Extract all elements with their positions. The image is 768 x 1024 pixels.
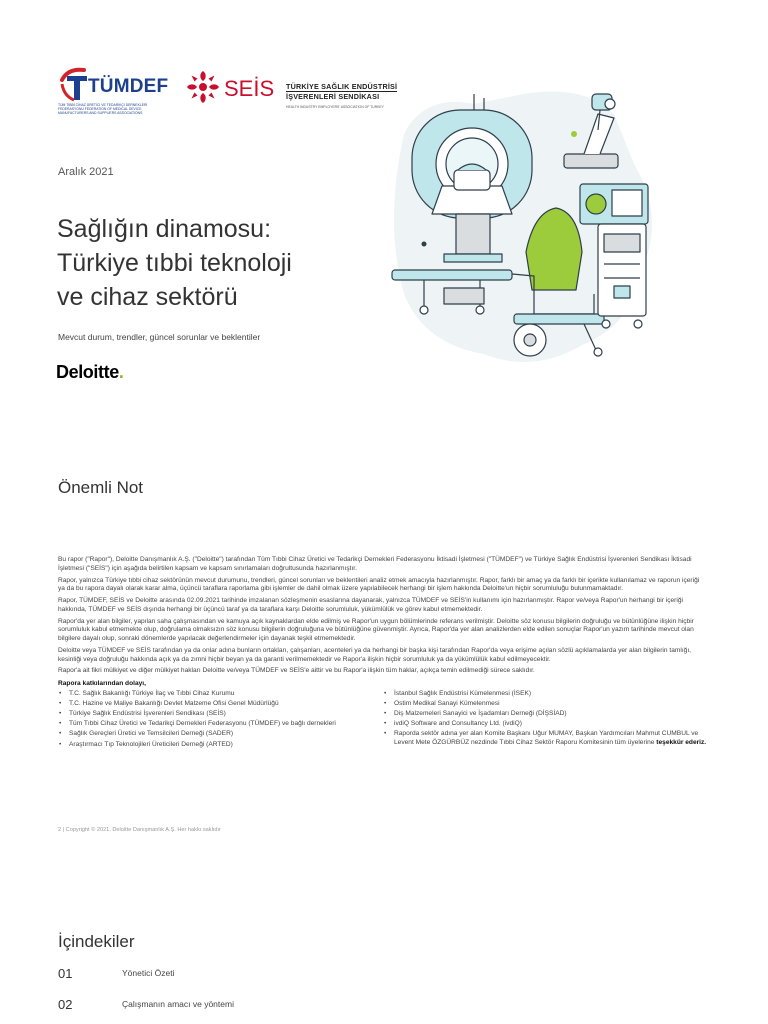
note-paragraph: Rapor, TÜMDEF, SEİS ve Deloitte arasında 02.09.2021 tarihinde imzalanan sözleşmenin esaslarına dayanarak, yalnızca TÜMDEF ve SEİS'in kullanımı için hazırlanmıştır. Rapor ve/veya Rapor'un herhangi bir içeriği hakkında, TÜMDEF ve SEİS dışında herhangi bir üçüncü taraf ya da taraflara karşı Deloitte sorumluluk, yükümlülük ve görev kabul etmemektedir. <box>58 597 683 613</box>
list-item: • İstanbul Sağlık Endüstrisi Kümelenmesi (İSEK) <box>383 690 708 699</box>
list-item: • Ostim Medikal Sanayi Kümelenmesi <box>383 700 708 709</box>
toc-item-number: 02 <box>58 997 73 1012</box>
toc-item-executive-summary[interactable] <box>58 966 174 981</box>
title-line-3: ve cihaz sektörü <box>57 283 238 311</box>
tumdef-logo <box>58 66 170 120</box>
note-paragraph: Rapor'a ait fikri mülkiyet ve diğer mülkiyet hakları Deloitte ve/veya TÜMDEF ve SEİS'e aittir ve bu Rapor'a ilişkin tüm haklar, açıkça temin edilmediği sürece saklıdır. <box>58 667 535 675</box>
seis-tagline: HEALTH INDUSTRY EMPLOYERS' ASSOCIATION OF TURKEY <box>286 105 384 109</box>
thanks-text: teşekkür ederiz. <box>656 739 707 747</box>
toc-heading: İçindekiler <box>58 932 135 951</box>
deloitte-green-dot: . <box>118 362 124 382</box>
list-item: • Diş Malzemeleri Sanayici ve İşadamları Derneği (DİŞSİAD) <box>383 710 708 719</box>
report-subtitle: Mevcut durum, trendler, güncel sorunlar ve beklentiler <box>58 332 261 342</box>
toc-item-label: Yönetici Özeti <box>122 968 175 978</box>
title-line-2: Türkiye tıbbi teknoloji <box>57 249 292 277</box>
note-paragraph: Rapor'da yer alan bilgiler, yapılan saha çalışmasından ve kamuya açık kaynaklardan elde edilmiş ve Rapor'un uygun bölümlerinde referans verilmiştir. Deloitte söz konusu bilgilerin doğruluğu ve bütünlüğüne ilişkin hiçbir sorumluluk kabul etmemekte olup, doğrulama olmaksızın söz konusu bilgilerin doğruluğuna ve bütünlüğüne güvenmiştir. Ayrıca, Rapor'da yer alan analizlerden elde edilen sonuçlar Rapor'un yazım tarihinde mevcut olan bilgilere dayalı olup, sonraki dönemlerde yapılacak değerlendirmeler için dayanak teşkil etmemektedir. <box>58 617 694 642</box>
tumdef-tagline: TÜM TIBBİ CİHAZ ÜRETİCİ VE TEDARİKÇİ DERNEKLERİ FEDERASYONU FEDERATION OF MEDICAL DEVICE MANUFACTURERS AND SUPPLIERS ASSOCIATIONS <box>58 103 148 115</box>
toc-item-label: Çalışmanın amacı ve yöntemi <box>122 999 234 1009</box>
list-item-committee <box>383 730 708 747</box>
toc-item-purpose-method[interactable] <box>58 997 234 1012</box>
contributors-list <box>58 690 708 751</box>
report-title <box>57 212 357 314</box>
contributors-left-column <box>58 690 383 751</box>
important-note-body <box>58 556 708 751</box>
seis-emblem-icon <box>186 70 220 104</box>
list-item: • Tüm Tıbbi Cihaz Üretici ve Tedarikçi Dernekleri Federasyonu (TÜMDEF) ve bağlı dernekleri <box>58 720 383 729</box>
title-line-1: Sağlığın dinamosu: <box>57 215 272 243</box>
seis-full-name <box>286 82 397 101</box>
deloitte-wordmark: Deloitte <box>56 362 119 382</box>
list-item: • Sağlık Gereçleri Üretici ve Temsilcileri Derneği (SADER) <box>58 730 383 739</box>
contributors-title: Rapora katkılarından dolayı, <box>58 680 146 688</box>
seis-name-line1: TÜRKİYE SAĞLIK ENDÜSTRİSİ <box>286 82 398 91</box>
tumdef-wordmark: TÜMDEF <box>88 76 169 97</box>
list-item: • ivdiQ Software and Consultancy Ltd. (ivdiQ) <box>383 720 708 729</box>
report-date: Aralık 2021 <box>58 166 114 178</box>
partner-logos <box>58 62 418 122</box>
list-item: • Araştırmacı Tıp Teknolojileri Üreticileri Derneği (ARTED) <box>58 741 383 750</box>
medical-devices-illustration <box>384 74 680 374</box>
note-paragraph: Bu rapor ("Rapor"), Deloitte Danışmanlık A.Ş. ("Deloitte") tarafından Tüm Tıbbi Cihaz Üretici ve Tedarikçi Dernekleri Federasyonu İktisadi İşletmesi ("TÜMDEF") ve Türkiye Sağlık Endüstrisi İşverenleri Sendikası İktisadi İşletmesi ("SEİS") için aşağıda belirtilen kapsam ve kapsam sınırlamaları doğrultusunda hazırlanmıştır. <box>58 556 692 572</box>
important-note-heading: Önemli Not <box>58 478 144 497</box>
deloitte-logo <box>56 362 123 383</box>
seis-wordmark: SEİS <box>224 76 275 101</box>
committee-text: Raporda sektör adına yer alan Komite Başkanı Uğur MUMAY, Başkan Yardımcıları Mahmut CUMBUL ve Levent Mete ÖZGÜRBÜZ nezdinde Tıbbi Cihaz Sektör Raporu Komitesinin tüm üyelerine <box>394 730 699 747</box>
list-item: • T.C. Sağlık Bakanlığı Türkiye İlaç ve Tıbbi Cihaz Kurumu <box>58 690 383 699</box>
seis-name-line2: İŞVERENLERİ SENDİKASI <box>286 91 397 101</box>
note-paragraph: Rapor, yalnızca Türkiye tıbbi cihaz sektörünün mevcut durumunu, trendleri, güncel sorunları ve beklentileri analiz etmek amacıyla hazırlanmıştır. Rapor, farklı bir amaç ya da farklı bir içerikte kullanılamaz ve raporun içeriği ya da bu rapora dayalı olarak karar alma, üçüncü taraflara raporlama gibi işlemler de dahil olmak üzere yapılabilecek herhangi bir işlem hakkında Deloitte'un hiçbir sorumluluğu bulunmamaktadır. <box>58 576 700 593</box>
page-footer-copyright: 2 | Copyright © 2021. Deloitte Danışmanlık A.Ş. Her hakkı saklıdır <box>58 827 221 833</box>
tumdef-emblem-icon <box>58 66 92 102</box>
note-paragraph: Deloitte veya TÜMDEF ve SEİS tarafından ya da onlar adına bunların ortakları, çalışanları, acenteleri ya da herhangi bir başka kişi tarafından Rapor'da veya erişime açılan sözlü açıklamalarda yer alan bilgilerin tamlığı, kesinliği veya doğruluğu hakkında açık ya da zımni hiçbir beyan ya da garanti verilmemektedir ve Rapor'a ilişkin hiçbir sorumluluk ya da yükümlülük kabul edilmeyecektir. <box>58 646 691 663</box>
list-item: • T.C. Hazine ve Maliye Bakanlığı Devlet Malzeme Ofisi Genel Müdürlüğü <box>58 700 383 709</box>
toc-item-number: 01 <box>58 966 73 981</box>
list-item: • Türkiye Sağlık Endüstrisi İşverenleri Sendikası (SEİS) <box>58 710 383 719</box>
contributors-right-column <box>383 690 708 751</box>
